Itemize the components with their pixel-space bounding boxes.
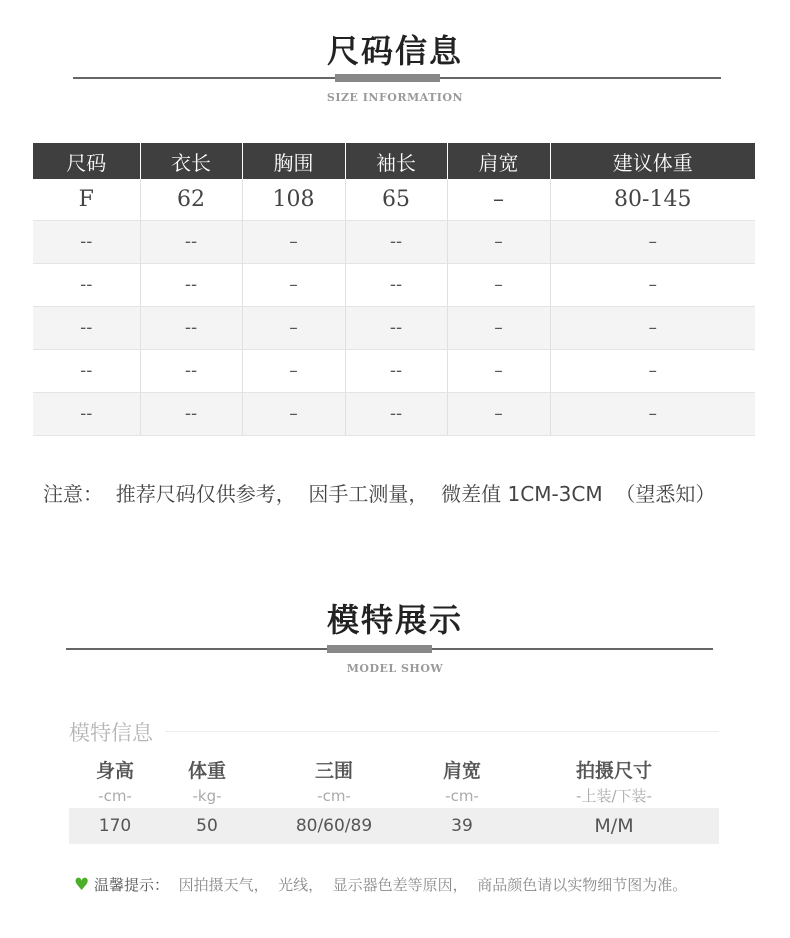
- tip-text: 因拍摄天气， 光线， 显示器色差等原因， 商品颜色请以实物细节图为准。: [178, 876, 688, 894]
- model-section-subtitle: MODEL SHOW: [346, 662, 444, 675]
- model-info-title: 模特信息: [69, 721, 153, 745]
- model-value-measurements: 80/60/89: [295, 816, 373, 836]
- model-label: 拍摄尺寸: [575, 760, 652, 782]
- table-cell: --: [33, 221, 140, 264]
- header-length: 衣长: [140, 143, 242, 179]
- model-unit: -cm-: [445, 787, 479, 805]
- table-cell: –: [447, 264, 550, 307]
- table-row: [33, 264, 755, 307]
- table-cell: --: [345, 264, 447, 307]
- table-cell: --: [345, 221, 447, 264]
- table-cell: –: [550, 307, 755, 350]
- table-row: [33, 393, 755, 436]
- model-col-measurements: [253, 758, 415, 808]
- table-cell: --: [140, 264, 242, 307]
- size-note: 注意： 推荐尺码仅供参考， 因手工测量， 微差值 1CM-3CM （望悉知）: [43, 482, 716, 506]
- table-row: [33, 350, 755, 393]
- table-cell: --: [345, 350, 447, 393]
- size-section-title: 尺码信息: [326, 32, 463, 70]
- model-info-divider: [165, 731, 719, 732]
- table-cell: --: [33, 350, 140, 393]
- table-cell: –: [550, 264, 755, 307]
- table-cell: --: [33, 393, 140, 436]
- model-unit: -kg-: [192, 787, 222, 805]
- header-shoulder: 肩宽: [447, 143, 550, 179]
- table-cell: –: [550, 393, 755, 436]
- model-tip: [74, 874, 687, 895]
- model-value-weight: 50: [196, 816, 218, 836]
- header-size: 尺码: [33, 143, 140, 179]
- header-weight: 建议体重: [550, 143, 755, 179]
- header-chest: 胸围: [242, 143, 345, 179]
- table-cell: 65: [345, 179, 447, 221]
- table-cell: --: [140, 393, 242, 436]
- model-col-weight: [161, 758, 253, 808]
- model-label: 身高: [95, 760, 134, 782]
- table-cell: F: [33, 179, 140, 221]
- model-label: 三围: [314, 760, 353, 782]
- table-cell: –: [242, 221, 345, 264]
- green-heart-icon: ♥: [74, 875, 90, 895]
- table-cell: --: [33, 307, 140, 350]
- table-cell: 80-145: [550, 179, 755, 221]
- table-cell: --: [33, 264, 140, 307]
- tip-label: 温馨提示：: [94, 876, 170, 894]
- table-cell: –: [447, 179, 550, 221]
- table-cell: –: [447, 393, 550, 436]
- table-cell: 62: [140, 179, 242, 221]
- table-cell: –: [242, 393, 345, 436]
- table-cell: –: [242, 307, 345, 350]
- model-label: 体重: [187, 760, 226, 782]
- model-col-shoot-size: [509, 758, 719, 808]
- table-cell: –: [447, 221, 550, 264]
- model-unit: -cm-: [317, 787, 351, 805]
- size-table: [33, 143, 755, 436]
- table-cell: --: [345, 393, 447, 436]
- table-cell: --: [345, 307, 447, 350]
- table-cell: 108: [242, 179, 345, 221]
- model-unit: -上装/下装-: [576, 787, 652, 805]
- model-label: 肩宽: [442, 760, 481, 782]
- table-row: [33, 179, 755, 221]
- table-cell: –: [242, 264, 345, 307]
- table-cell: --: [140, 221, 242, 264]
- table-cell: --: [140, 350, 242, 393]
- table-row: [33, 221, 755, 264]
- table-cell: –: [447, 350, 550, 393]
- model-title-accent-bar: [327, 645, 432, 653]
- table-cell: –: [447, 307, 550, 350]
- model-value-shoot-size: M/M: [594, 815, 634, 837]
- table-cell: –: [550, 350, 755, 393]
- model-col-height: [69, 758, 161, 808]
- table-cell: –: [242, 350, 345, 393]
- size-section-subtitle: SIZE INFORMATION: [326, 91, 464, 104]
- model-section-title: 模特展示: [326, 601, 463, 639]
- table-cell: --: [140, 307, 242, 350]
- model-value-shoulder: 39: [451, 816, 473, 836]
- model-unit: -cm-: [98, 787, 132, 805]
- table-cell: –: [550, 221, 755, 264]
- size-title-accent-bar: [335, 74, 440, 82]
- model-col-shoulder: [415, 758, 509, 808]
- model-value-height: 170: [98, 816, 132, 836]
- size-table-header-row: [33, 143, 755, 179]
- table-row: [33, 307, 755, 350]
- header-sleeve: 袖长: [345, 143, 447, 179]
